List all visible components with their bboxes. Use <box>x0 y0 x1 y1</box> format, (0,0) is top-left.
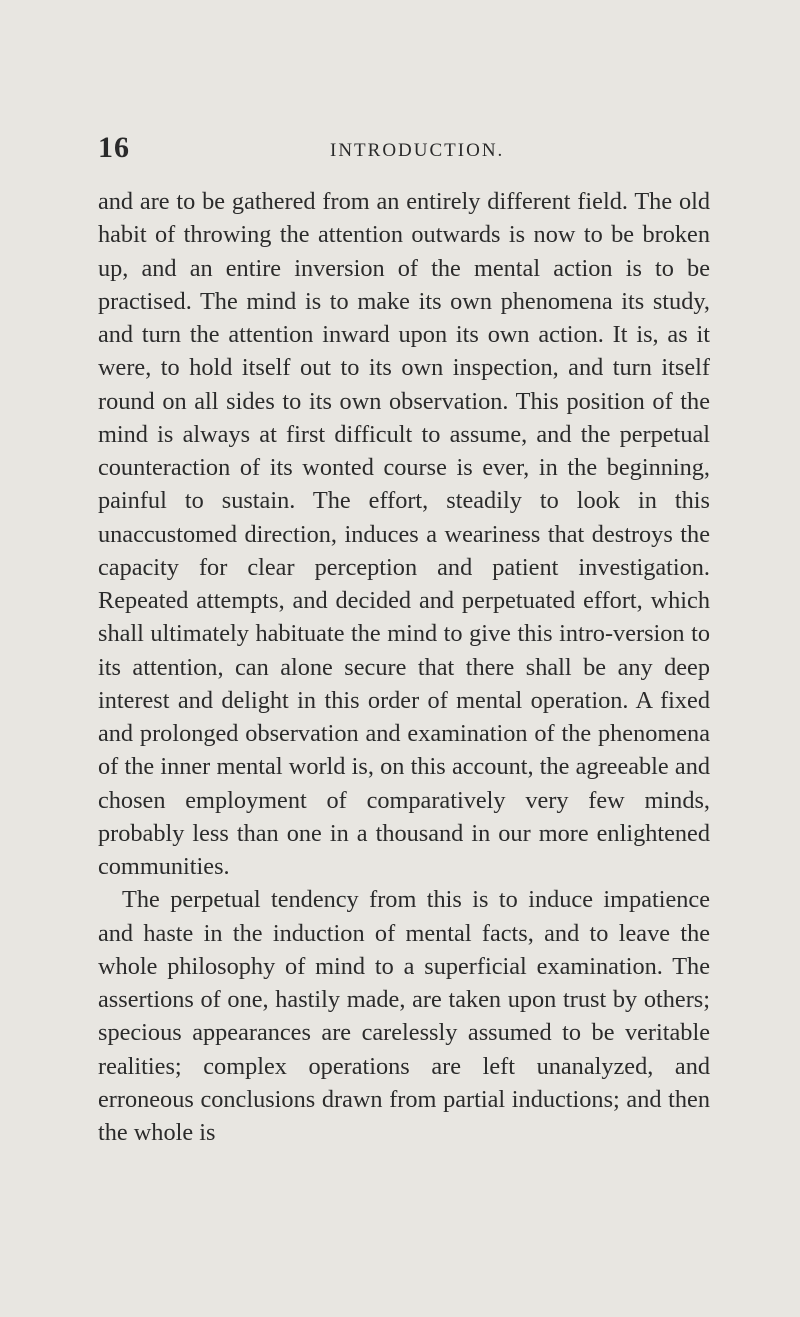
paragraph-1: and are to be gathered from an entirely different field. The old habit of throwing the attention outwards is now to be broken up, and an entire inversion of the mental action is to be practised. The mind is to make its own phenomena its study, and turn the attention inward upon its own action. It is, as it were, to hold itself out to its own inspection, and turn itself round on all sides to its own observation. This position of the mind is always at first difficult to assume, and the perpetual counteraction of its wonted course is ever, in the beginning, painful to sustain. The effort, steadily to look in this unaccustomed direction, induces a weariness that destroys the capacity for clear perception and patient investigation. Repeated attempts, and decided and perpetuated effort, which shall ultimately habituate the mind to give this intro-version to its attention, can alone secure that there shall be any deep interest and delight in this order of mental operation. A fixed and prolonged observation and examination of the phenomena of the inner mental world is, on this account, the agreeable and chosen employment of comparatively very few minds, probably less than one in a thousand in our more enlightened communities. <box>98 188 710 880</box>
body-text <box>98 185 710 1149</box>
page-number: 16 <box>98 131 130 164</box>
page-header <box>98 131 710 171</box>
paragraph-2: The perpetual tendency from this is to induce impatience and haste in the induction of mental facts, and to leave the whole philosophy of mind to a superficial examination. The assertions of one, hastily made, are taken upon trust by others; specious appearances are carelessly assumed to be veritable realities; complex operations are left unanalyzed, and erroneous conclusions drawn from partial inductions; and then the whole is <box>98 886 710 1146</box>
running-head: INTRODUCTION. <box>330 140 505 161</box>
